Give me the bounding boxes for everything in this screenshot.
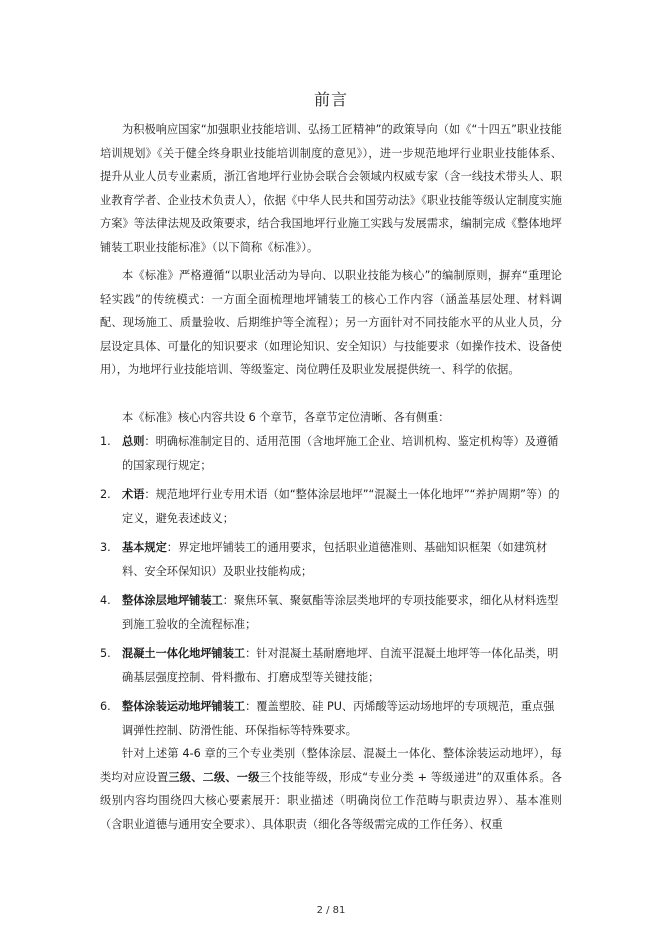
chapter-name: 基本规定: [122, 541, 167, 554]
chapter-desc: ：覆盖塑胶、硅 PU、丙烯酸等运动场地坪的专项规范，重点强调弹性控制、防滑性能、环保指标等特殊要求。: [122, 700, 555, 737]
item-number: 3.: [100, 541, 111, 554]
chapters-intro: 本《标准》核心内容共设 6 个章节，各章节定位清晰、各有侧重：: [122, 411, 450, 424]
item-number: 2.: [100, 488, 111, 501]
list-item: [100, 695, 562, 742]
chapter-name: 混凝土一体化地坪铺装工: [122, 647, 246, 660]
chapter-desc: ：规范地坪行业专用术语（如“整体涂层地坪”“混凝土一体化地坪”“养护周期”等）的定义，避免表述歧义；: [122, 488, 560, 525]
chapter-name: 整体涂层地坪铺装工: [122, 594, 223, 607]
page-number: 2 / 81: [316, 905, 346, 916]
chapter-name: 总则: [122, 435, 145, 448]
page-title: 前言: [313, 90, 348, 109]
chapter-name: 术语: [122, 488, 145, 501]
list-item: [100, 642, 562, 689]
chapter-desc: ：聚焦环氧、聚氨酯等涂层类地坪的专项技能要求，细化从材料选型到施工验收的全流程标准；: [122, 594, 559, 631]
closing-post: 三个技能等级，形成“专业分类 + 等级递进”的双重体系。各级别内容均围绕四大核心要素展开：职业描述（明确岗位工作范畴与职责边界）、基本准则（含职业道德与通用安全要求）、具体职责（细化各等级需完成的工作任务）、权重: [100, 770, 562, 831]
principles-paragraph: 本《标准》严格遵循“以职业活动为导向、以职业技能为核心”的编制原则，摒弃“重理论轻实践”的传统模式：一方面全面梳理地坪铺装工的核心工作内容（涵盖基层处理、材料调配、现场施工、质量验收、后期维护等全流程）；另一方面针对不同技能水平的从业人员，分层设定具体、可量化的知识要求（如理论知识、安全知识）与技能要求（如操作技术、设备使用），为地坪行业技能培训、等级鉴定、岗位聘任及职业发展提供统一、科学的依据。: [100, 269, 562, 376]
item-number: 6.: [100, 700, 111, 713]
closing-pre: 针对上述第 4-6 章的三个专业类别（整体涂层、混凝土一体化、整体涂装运动地坪），每类均对应设置: [100, 747, 562, 784]
intro-paragraph: 为积极响应国家“加强职业技能培训、弘扬工匠精神”的政策导向（如《“十四五”职业技能培训规划》《关于健全终身职业技能培训制度的意见》），进一步规范地坪行业职业技能体系、提升从业人员专业素质，浙江省地坪行业协会联合会领域内权威专家（含一线技术带头人、职业教育学者、企业技术负责人），依据《中华人民共和国劳动法》《职业技能等级认定制度实施方案》等法律法规及政策要求，结合我国地坪行业施工实践与发展需求，编制完成《整体地坪铺装工职业技能标准》（以下简称《标准》）。: [100, 123, 562, 254]
item-number: 1.: [100, 435, 111, 448]
chapter-desc: ：界定地坪铺装工的通用要求，包括职业道德准则、基础知识框架（如建筑材料、安全环保知识）及职业技能构成；: [122, 541, 548, 578]
chapter-desc: ：针对混凝土基耐磨地坪、自流平混凝土地坪等一体化品类，明确基层强度控制、骨料撒布、打磨成型等关键技能；: [122, 647, 559, 684]
list-item: [100, 589, 562, 636]
closing-paragraph: [100, 742, 562, 836]
item-number: 5.: [100, 647, 111, 660]
list-item: [100, 430, 562, 477]
item-number: 4.: [100, 594, 111, 607]
chapter-name: 整体涂装运动地坪铺装工: [122, 700, 246, 713]
chapter-desc: ：明确标准制定目的、适用范围（含地坪施工企业、培训机构、鉴定机构等）及遵循的国家现行规定；: [122, 435, 559, 472]
chapter-list: [100, 430, 562, 748]
skill-levels: 三级、二级、一级: [168, 770, 260, 784]
list-item: [100, 483, 562, 530]
list-item: [100, 536, 562, 583]
